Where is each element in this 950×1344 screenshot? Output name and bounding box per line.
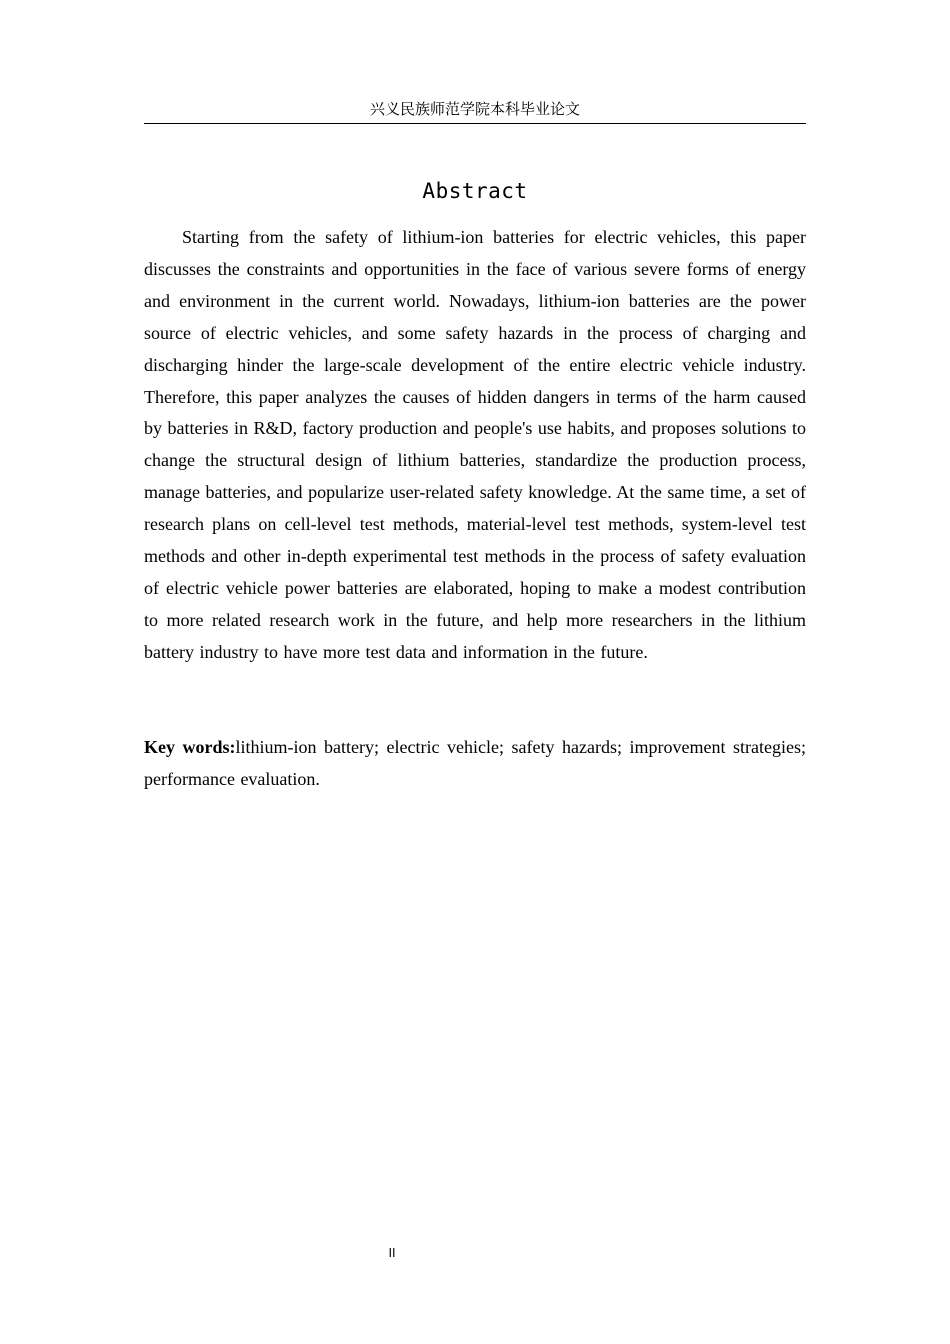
abstract-body: Starting from the safety of lithium-ion batteries for electric vehicles, this paper discusses the constraints and opportunities in the face of various severe forms of energy and environment in the current world. Nowadays, lithium-ion batteries are the power source of electric vehicles, and some safety hazards in the process of charging and discharging hinder the large-scale development of the entire electric vehicle industry. Therefore, this paper analyzes the causes of hidden dangers in terms of the harm caused by batteries in R&D, factory production and people's use habits, and proposes solutions to change the structural design of lithium batteries, standardize the production process, manage batteries, and popularize user-related safety knowledge. At the same time, a set of research plans on cell-level test methods, material-level test methods, system-level test methods and other in-depth experimental test methods in the process of safety evaluation of electric vehicle power batteries are elaborated, hoping to make a modest contribution to more related research work in the future, and help more researchers in the lithium battery industry to have more test data and information in the future. bbox=[144, 227, 806, 662]
keywords-text: lithium-ion battery; electric vehicle; safety hazards; improvement strategies; performance evaluation. bbox=[144, 737, 806, 789]
abstract-title: Abstract bbox=[422, 179, 528, 203]
header-divider bbox=[144, 123, 806, 124]
keywords-label: Key words: bbox=[144, 737, 236, 757]
keywords-paragraph bbox=[144, 732, 806, 796]
page-number: II bbox=[388, 1246, 396, 1260]
running-header: 兴义民族师范学院本科毕业论文 bbox=[369, 100, 580, 118]
